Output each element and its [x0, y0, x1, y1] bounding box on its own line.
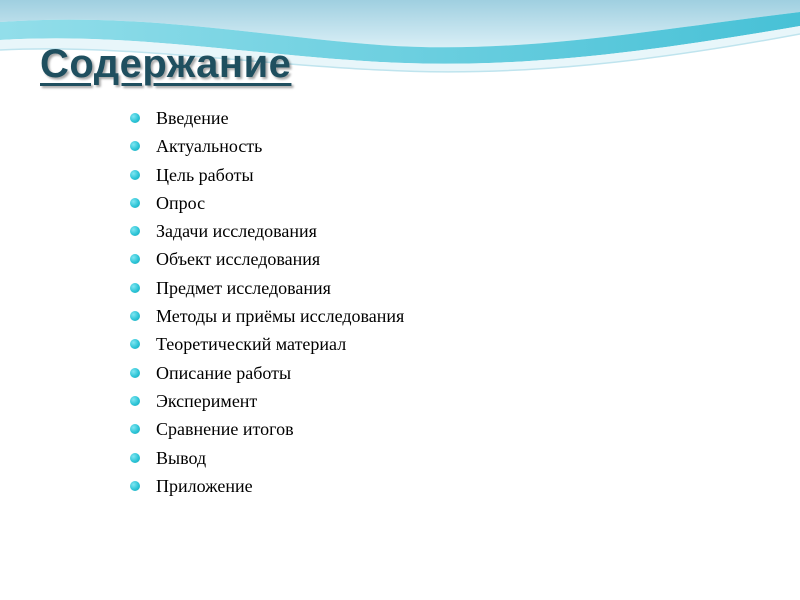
contents-item [128, 245, 404, 273]
contents-item-label: Описание работы [156, 362, 292, 383]
teal-circle-bullet-icon [130, 170, 140, 180]
contents-item-label: Методы и приёмы исследования [156, 306, 405, 327]
teal-circle-bullet-icon [130, 198, 140, 208]
teal-circle-bullet-icon [130, 283, 140, 293]
contents-list [128, 104, 404, 500]
contents-item [128, 415, 404, 443]
contents-item-label: Теоретический материал [156, 334, 347, 355]
contents-item-label: Сравнение итогов [156, 419, 294, 440]
contents-item-label: Опрос [156, 192, 206, 213]
teal-circle-bullet-icon [130, 396, 140, 406]
contents-item-label: Объект исследования [156, 249, 321, 270]
teal-circle-bullet-icon [130, 339, 140, 349]
contents-item-label: Актуальность [156, 136, 263, 157]
contents-item-label: Введение [156, 108, 229, 128]
teal-circle-bullet-icon [130, 226, 140, 236]
teal-circle-bullet-icon [130, 481, 140, 491]
contents-item [128, 330, 404, 358]
contents-item-label: Приложение [156, 475, 253, 496]
contents-item [128, 359, 404, 387]
teal-circle-bullet-icon [130, 453, 140, 463]
teal-circle-bullet-icon [130, 368, 140, 378]
contents-item [128, 217, 404, 245]
contents-item [128, 472, 404, 500]
contents-item-label: Цель работы [156, 164, 254, 185]
contents-item-label: Предмет исследования [156, 277, 331, 298]
contents-item-label: Эксперимент [156, 390, 258, 411]
contents-item [128, 302, 404, 330]
contents-item-label: Задачи исследования [156, 221, 317, 242]
slide-title: Содержание [40, 42, 292, 86]
contents-item [128, 161, 404, 189]
teal-circle-bullet-icon [130, 311, 140, 321]
contents-item [128, 444, 404, 472]
teal-circle-bullet-icon [130, 424, 140, 434]
contents-item [128, 189, 404, 217]
teal-circle-bullet-icon [130, 254, 140, 264]
contents-item [128, 104, 404, 132]
teal-circle-bullet-icon [130, 113, 140, 123]
teal-circle-bullet-icon [130, 141, 140, 151]
contents-item [128, 132, 404, 160]
contents-item-label: Вывод [156, 447, 207, 468]
contents-item [128, 387, 404, 415]
contents-item [128, 274, 404, 302]
